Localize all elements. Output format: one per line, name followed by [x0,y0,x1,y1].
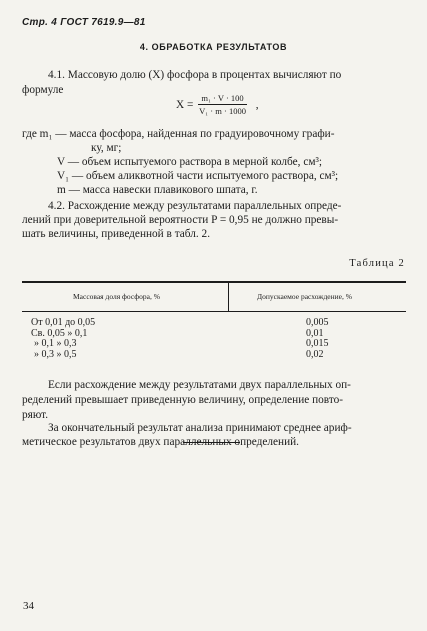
table-row-2-range: Св. 0,05 » 0,1 [31,327,88,339]
end-divider [183,442,240,443]
para-final-line2: метическое результатов двух параллельных определений. [22,436,300,448]
para-4-2-line1: 4.2. Расхождение между результатами параллельных опреде- [48,200,342,212]
col-header-mass-fraction: Массовая доля фосфора, % [73,292,160,301]
para-repeat-line3: ряют. [22,409,49,421]
table-row-1-diff: 0,005 [306,317,329,328]
page-header: Стр. 4 ГОСТ 7619.9—81 [22,17,146,28]
table-caption: Таблица 2 [349,258,405,269]
legend-m1-cont: ку, мг; [91,142,122,154]
col-header-allowed-diff: Допускаемое расхождение, % [257,292,352,301]
para-4-1-line1: 4.1. Массовую долю (X) фосфора в процентах вычисляют по [48,69,342,81]
table-row-3-range: » 0,1 » 0,3 [34,338,77,349]
legend-m: m — масса навески плавикового шпата, г. [57,184,258,196]
table-row-1-range: От 0,01 до 0,05 [31,317,96,328]
formula-fraction [198,93,246,116]
para-4-2-line2: лений при доверительной вероятности P = 0,95 не должно превы- [22,214,339,226]
formula-lhs: X = [176,98,194,111]
legend-v: V — объем испытуемого раствора в мерной колбе, см³; [57,156,323,168]
table-row-2-diff: 0,01 [306,327,324,339]
para-final-line1: За окончательный результат анализа принимают среднее ариф- [48,422,352,434]
page-number: 34 [23,600,34,612]
para-4-2-line3: шать величины, приведенной в табл. 2. [22,228,211,240]
legend-m1: где m₁ — масса фосфора, найденная по градуировочному графи- [22,128,335,140]
para-repeat-line2: ределений превышает приведенную величину, определение повто- [22,394,344,406]
legend-v1: V₁ — объем аликвотной части испытуемого раствора, см³; [57,170,339,182]
formula-numerator: m₁ · V · 100 [198,93,246,105]
table-row-3-diff: 0,015 [306,338,329,349]
formula-comma: , [255,98,259,111]
table-column-divider [228,281,229,311]
table-header-rule [22,311,406,312]
table-row-4-diff: 0,02 [306,348,324,360]
section-title: 4. ОБРАБОТКА РЕЗУЛЬТАТОВ [139,42,288,52]
formula-denominator: V₁ · m · 1000 [199,106,246,116]
table-row-4-range: » 0,3 » 0,5 [34,348,77,360]
formula-x [176,93,259,116]
para-repeat-line1: Если расхождение между результатами двух параллельных оп- [48,379,351,391]
para-4-1-line2: формуле [22,84,64,96]
table-top-rule-2 [22,282,406,283]
